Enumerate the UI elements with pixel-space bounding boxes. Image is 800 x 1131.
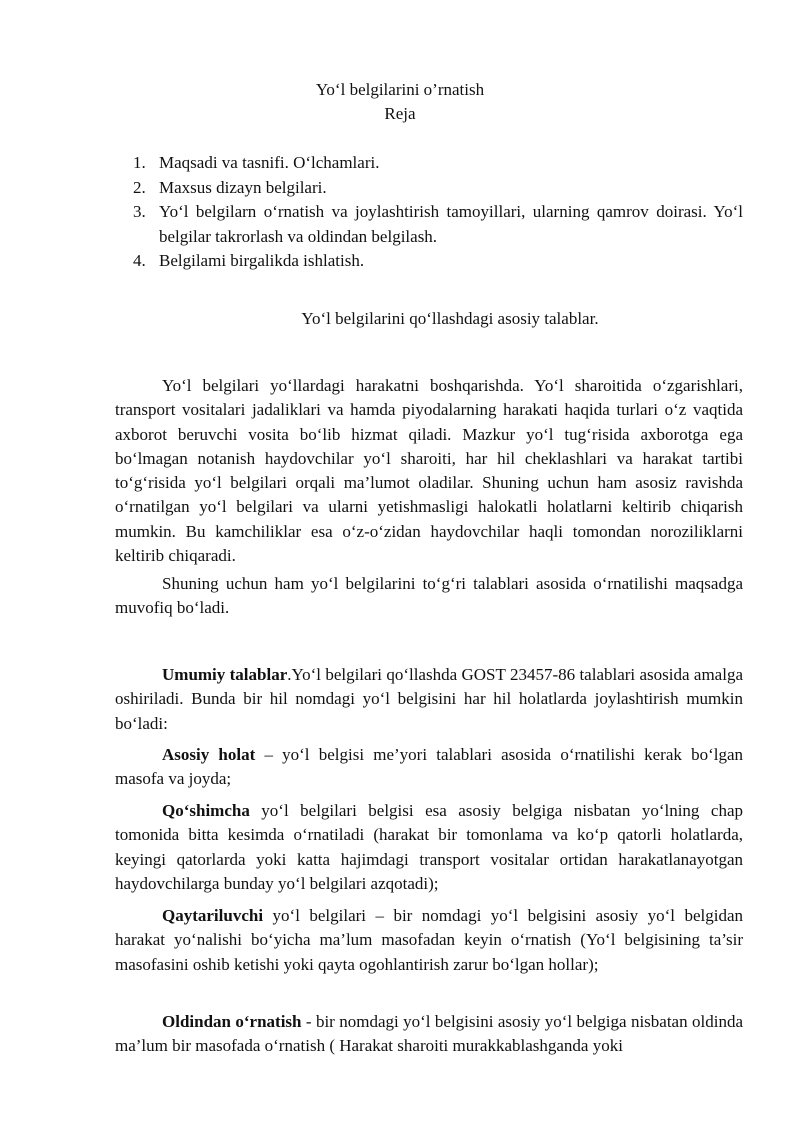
conclusion-paragraph: Shuning uchun ham yo‘l belgilarini to‘g‘ri talablari asosida o‘rnatilishi maqsadga muvofiq bo‘ladi. (115, 574, 743, 618)
main-state-term: Asosiy holat (162, 745, 256, 764)
main-state-paragraph (115, 743, 743, 792)
repeating-paragraph (115, 904, 743, 977)
plan-list (115, 151, 743, 274)
additional-term: Qo‘shimcha (162, 801, 250, 820)
plan-item (115, 200, 743, 249)
plan-item-number: 4. (133, 251, 146, 270)
advance-installation-text: - bir nomdagi yo‘l belgisini asosiy yo‘l belgiga nisbatan oldinda ma’lum bir masofada o‘rnatish ( Harakat sharoiti murakkablashganda yoki (115, 1012, 743, 1056)
general-requirements-paragraph (115, 663, 743, 736)
general-requirements-text: .Yo‘l belgilari qo‘llashda GOST 23457-86 talablari asosida amalga oshiriladi. Bunda bir hil nomdagi yo‘l belgisini har hil holatlarda joylashtirish mumkin bo‘ladi: (115, 665, 743, 733)
plan-item-number: 1. (133, 153, 146, 172)
plan-item-text: Belgilami birgalikda ishlatish. (159, 251, 365, 270)
section-title: Yo‘l belgilarini qo‘llashdagi asosiy talablar. (301, 309, 599, 328)
plan-item-text: Yo‘l belgilarn o‘rnatish va joylashtirish tamoyillari, ularning qamrov doirasi. Yo‘l belgilar takrorlash va oldindan belgilash. (159, 202, 743, 246)
advance-installation-paragraph (115, 1010, 743, 1059)
general-requirements-term: Umumiy talablar (162, 665, 288, 684)
repeating-term: Qaytariluvchi (162, 906, 264, 925)
plan-item (115, 176, 743, 201)
main-state-text: – yo‘l belgisi me’yori talablari asosida o‘rnatilishi kerak bo‘lgan masofa va joyda; (115, 745, 743, 789)
plan-item (115, 151, 743, 176)
additional-text: yo‘l belgilari belgisi esa asosiy belgiga nisbatan yo‘lning chap tomonida bitta kesimda o‘rnatiladi (harakat bir tomonlama va ko‘p qatorli holatlarda, keyingi qatorlarda yoki katta hajimdagi transport vositalar ortidan harakatlanayotgan haydovchilarga bunday yo‘l belgilari azqotadi); (115, 801, 743, 893)
additional-paragraph (115, 799, 743, 896)
intro-paragraph: Yo‘l belgilari yo‘llardagi harakatni boshqarishda. Yo‘l sharoitida o‘zgarishlari, transport vositalari jadaliklari va hamda piyodalarning harakati haqida turlari o‘z vaqtida axborot beruvchi vosita bo‘lib hizmat qiladi. Mazkur yo‘l tug‘risida axborotga ega bo‘lmagan notanish haydovchilar yo‘l sharoiti, har hil cheklashlari va harakat tartibi to‘g‘risida yo‘l belgilari orqali ma’lumot oladilar. Shuning uchun ham asosiz ravishda o‘rnatilgan yo‘l belgilari va ularni yetishmasligi halokatli holatlarni keltirib chiqarish mumkin. Bu kamchiliklar esa o‘z-o‘zidan haydovchilar haqli tomondan noroziliklarni keltirib chiqaradi. (115, 376, 743, 566)
plan-item-text: Maqsadi va tasnifi. O‘lchamlari. (159, 153, 380, 172)
document-subtitle: Reja (384, 104, 416, 123)
document-title: Yo‘l belgilarini o’rnatish (315, 80, 485, 99)
plan-item-number: 2. (133, 177, 146, 197)
plan-item-text: Maxsus dizayn belgilari. (159, 177, 327, 197)
plan-item (115, 249, 743, 274)
advance-installation-term: Oldindan o‘rnatish (162, 1012, 302, 1031)
repeating-text: yo‘l belgilari – bir nomdagi yo‘l belgisini asosiy yo‘l belgidan harakat yo‘nalishi bo‘yicha ma’lum masofadan keyin o‘rnatish (Yo‘l belgisining ta’sir masofasini oshib ketishi yoki qayta ogohlantirish zarur bo‘lgan hollar); (115, 906, 743, 974)
plan-item-number: 3. (133, 202, 146, 221)
